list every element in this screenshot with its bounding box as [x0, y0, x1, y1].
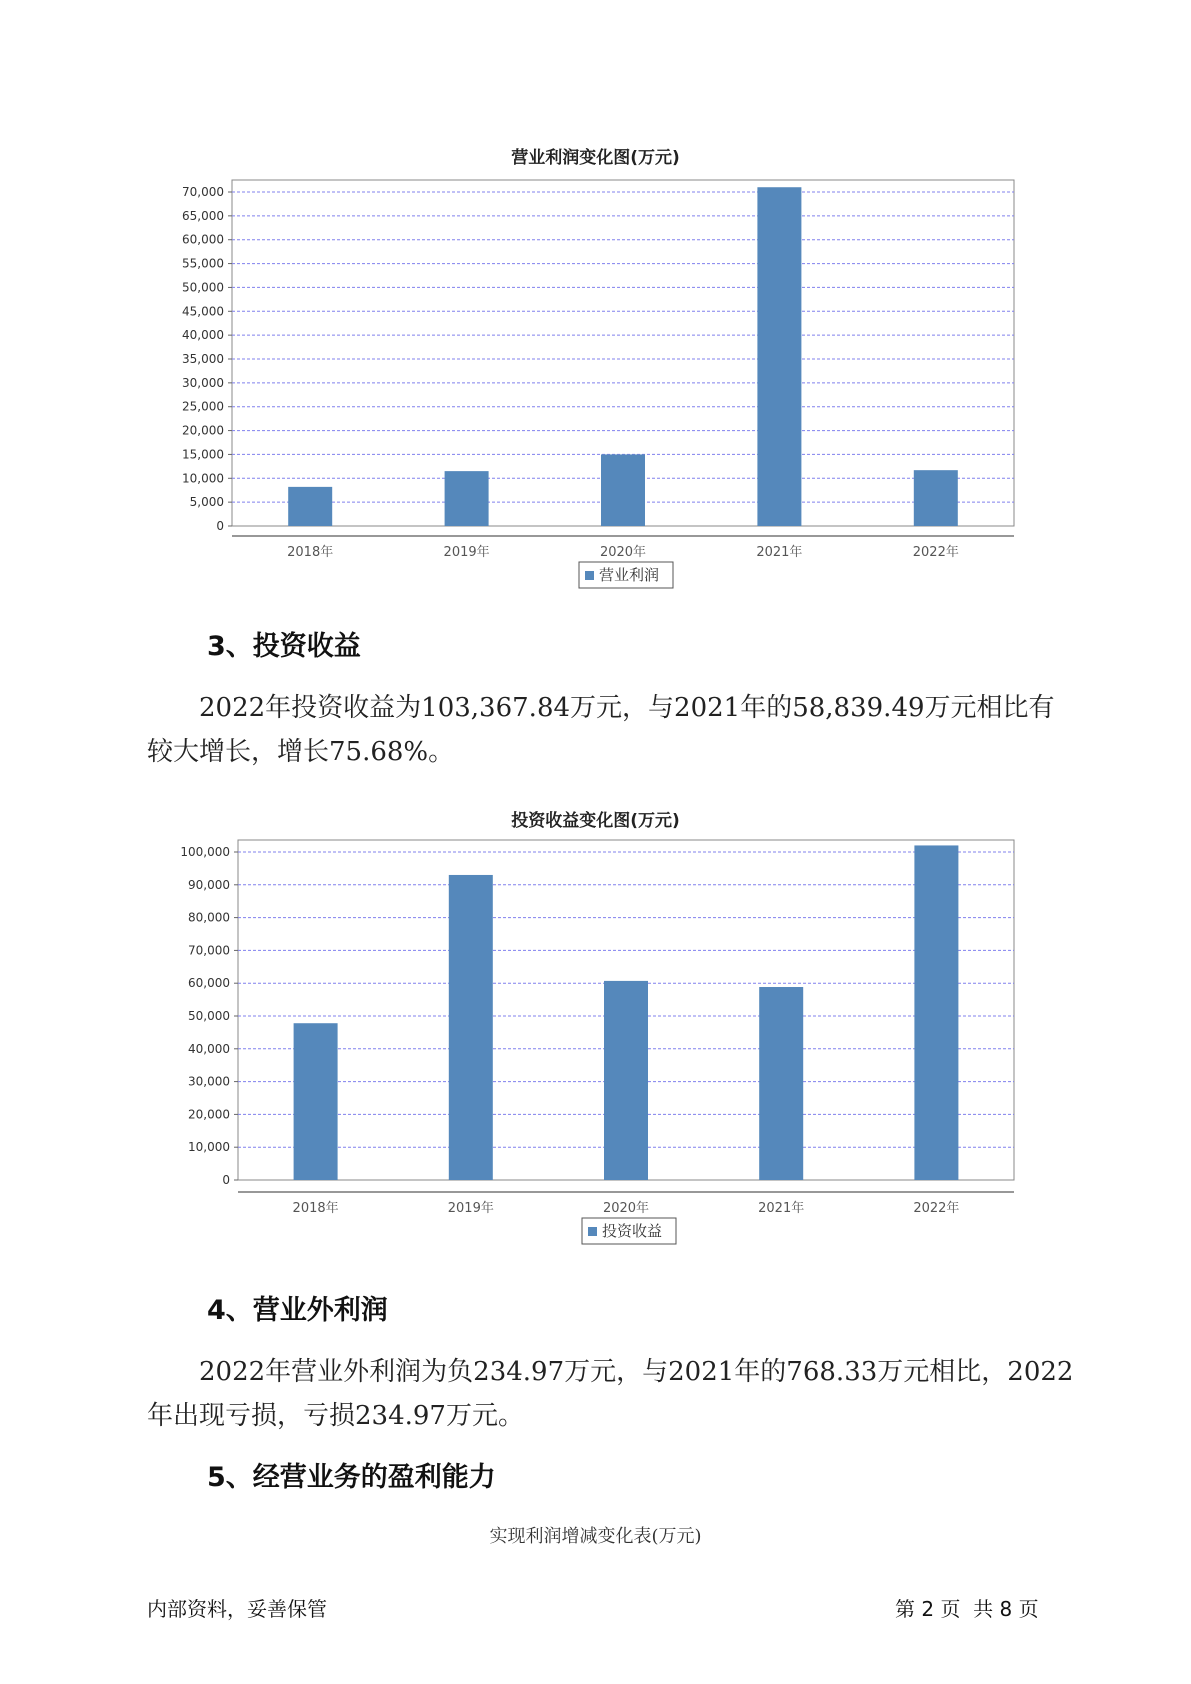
section-heading-profitability: 5、经营业务的盈利能力	[207, 1462, 496, 1493]
x-tick-label: 2022年	[912, 545, 959, 560]
x-tick-label: 2018年	[287, 545, 334, 560]
x-tick-label: 2020年	[599, 545, 647, 560]
y-tick-label: 80,000	[188, 910, 230, 925]
bar	[294, 1023, 338, 1180]
bar	[604, 981, 648, 1180]
paragraph-line: 2022年营业外利润为负234.97万元，与2021年的768.33万元相比，2022	[199, 1357, 1074, 1387]
operating-profit-chart	[0, 170, 1191, 590]
y-tick-label: 40,000	[182, 328, 224, 343]
x-tick-label: 2021年	[756, 545, 803, 560]
bar	[601, 454, 645, 526]
y-tick-label: 50,000	[188, 1009, 230, 1023]
bar	[288, 487, 332, 526]
y-tick-label: 100,000	[180, 845, 230, 859]
x-tick-label: 2019年	[443, 545, 490, 560]
y-tick-label: 60,000	[188, 976, 230, 991]
y-tick-label: 45,000	[182, 304, 224, 319]
paragraph-line: 较大增长，增长75.68%。	[147, 737, 455, 767]
y-tick-label: 65,000	[182, 208, 224, 223]
y-tick-label: 5,000	[189, 495, 224, 510]
bar	[914, 470, 958, 526]
y-tick-label: 10,000	[182, 471, 224, 486]
x-tick-label: 2021年	[758, 1201, 805, 1216]
y-tick-label: 35,000	[182, 352, 224, 366]
y-tick-label: 15,000	[182, 447, 224, 462]
legend-swatch	[588, 1227, 597, 1236]
footer-confidential-note: 内部资料，妥善保管	[147, 1597, 327, 1621]
y-tick-label: 0	[216, 519, 224, 533]
bar	[914, 845, 958, 1180]
section-heading-non-operating-profit: 4、营业外利润	[207, 1295, 388, 1326]
paragraph-non-operating-profit	[147, 1350, 1077, 1438]
y-tick-label: 20,000	[188, 1107, 230, 1122]
paragraph-investment-income	[147, 686, 1077, 774]
y-tick-label: 40,000	[188, 1041, 230, 1056]
chart-title-investment-income: 投资收益变化图(万元)	[511, 811, 680, 831]
y-tick-label: 70,000	[182, 185, 224, 199]
x-tick-label: 2020年	[602, 1201, 650, 1216]
bar	[757, 187, 801, 526]
y-tick-label: 50,000	[182, 280, 224, 295]
legend-label: 投资收益	[602, 1222, 663, 1240]
footer-page-number: 第 2 页 共 8 页	[895, 1597, 1039, 1621]
table-caption: 实现利润增减变化表(万元)	[489, 1526, 702, 1547]
y-tick-label: 30,000	[182, 375, 224, 390]
chart-title-operating-profit: 营业利润变化图(万元)	[511, 148, 680, 168]
y-tick-label: 70,000	[188, 943, 230, 958]
section-heading-investment-income: 3、投资收益	[207, 631, 361, 662]
y-tick-label: 0	[222, 1173, 230, 1187]
y-tick-label: 25,000	[182, 399, 224, 414]
bar	[449, 875, 493, 1180]
paragraph-line: 年出现亏损，亏损234.97万元。	[147, 1401, 524, 1431]
x-tick-label: 2018年	[292, 1201, 339, 1216]
y-tick-label: 10,000	[188, 1140, 230, 1155]
legend-label: 营业利润	[599, 566, 660, 584]
y-tick-label: 30,000	[188, 1074, 230, 1089]
y-tick-label: 55,000	[182, 256, 224, 271]
bar	[445, 471, 489, 526]
investment-income-chart	[0, 836, 1191, 1256]
legend-swatch	[585, 571, 594, 580]
x-tick-label: 2019年	[447, 1201, 494, 1216]
y-tick-label: 90,000	[188, 877, 230, 892]
bar	[759, 987, 803, 1180]
paragraph-line: 2022年投资收益为103,367.84万元，与2021年的58,839.49万元相比有	[199, 693, 1055, 723]
y-tick-label: 60,000	[182, 232, 224, 247]
y-tick-label: 20,000	[182, 423, 224, 438]
x-tick-label: 2022年	[913, 1201, 960, 1216]
